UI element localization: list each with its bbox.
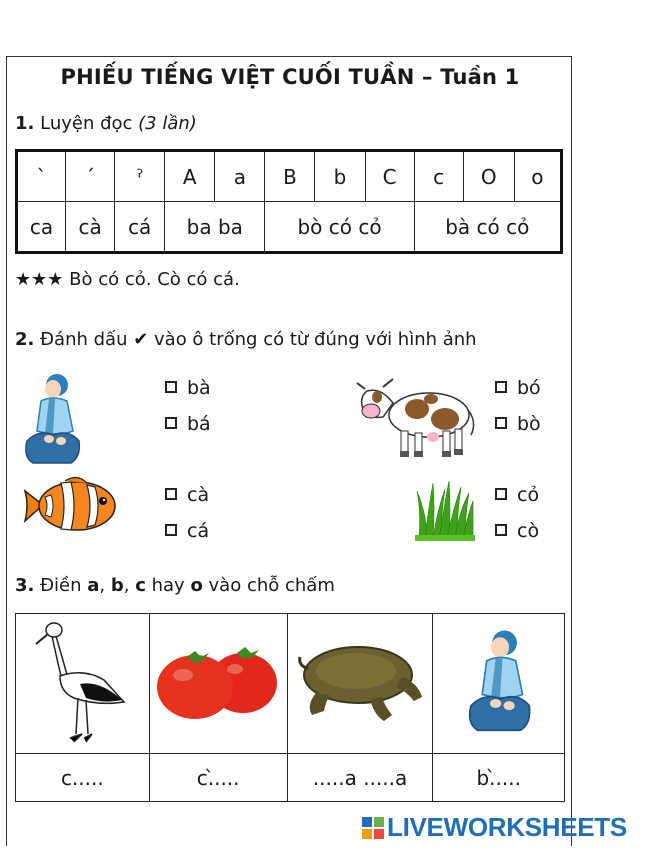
checkbox[interactable] xyxy=(495,524,507,536)
table-cell: o xyxy=(514,151,561,202)
table-cell: c xyxy=(414,151,463,202)
letter-a: a xyxy=(87,575,100,596)
table-cell: bò có cỏ xyxy=(265,202,414,253)
checkbox[interactable] xyxy=(495,488,507,500)
sentence-text: Bò có cỏ. Cò có cá. xyxy=(69,269,240,290)
section-label: Luyện đọc xyxy=(40,113,133,134)
table-row xyxy=(17,151,562,202)
liveworksheets-logo xyxy=(362,812,627,840)
clownfish-picture xyxy=(21,475,121,537)
checkbox-option[interactable] xyxy=(165,413,211,435)
section-note: (3 lần) xyxy=(138,113,197,134)
table-cell: O xyxy=(463,151,514,202)
letter-o: o xyxy=(190,575,203,596)
table-row xyxy=(16,614,565,754)
table-cell: B xyxy=(265,151,315,202)
logo-cube-icon xyxy=(362,817,384,839)
stork-picture xyxy=(34,614,130,748)
cow-picture xyxy=(353,373,477,461)
option-label: bà xyxy=(187,377,211,399)
table-cell: cá xyxy=(115,202,165,253)
section-1-heading xyxy=(15,113,197,134)
checkbox-option[interactable] xyxy=(495,377,541,399)
fill-in-table xyxy=(15,613,565,802)
checkbox[interactable] xyxy=(165,524,177,536)
section-3-heading xyxy=(15,575,335,596)
table-cell: C xyxy=(365,151,414,202)
checkbox[interactable] xyxy=(495,417,507,429)
grandmother-picture xyxy=(19,371,85,467)
checkbox[interactable] xyxy=(165,381,177,393)
checkbox[interactable] xyxy=(165,417,177,429)
checkbox-option[interactable] xyxy=(495,484,539,506)
answer-blank[interactable]: b.̀.... xyxy=(433,754,565,802)
option-label: cá xyxy=(187,520,210,542)
star-icon: ★★★ xyxy=(15,269,64,290)
option-label: cà xyxy=(187,484,210,506)
reading-table xyxy=(15,149,563,254)
answer-blank[interactable]: c.̀.... xyxy=(149,754,287,802)
worksheet xyxy=(6,56,572,846)
grandmother-cell xyxy=(433,614,565,754)
section-label: Đánh dấu ✔ vào ô trống có từ đúng với hình ảnh xyxy=(40,329,477,350)
tomatoes-cell xyxy=(149,614,287,754)
table-cell: cà xyxy=(66,202,115,253)
table-cell: ba ba xyxy=(165,202,265,253)
section-2-heading xyxy=(15,329,477,350)
option-label: bò xyxy=(517,413,541,435)
option-label: bá xyxy=(187,413,211,435)
worksheet-title: PHIẾU TIẾNG VIỆT CUỐI TUẦN – Tuần 1 xyxy=(60,65,520,89)
checkbox[interactable] xyxy=(495,381,507,393)
option-label: cò xyxy=(517,520,540,542)
label-part: Điền xyxy=(40,575,88,596)
section-number: 2. xyxy=(15,329,35,350)
answer-blank[interactable]: .....a .....a xyxy=(287,754,433,802)
reading-sentence xyxy=(15,269,240,290)
option-label: bó xyxy=(517,377,541,399)
logo-text: LIVEWORKSHEETS xyxy=(387,812,627,842)
grandmother-picture xyxy=(462,626,536,736)
stork-cell xyxy=(16,614,150,754)
grass-picture xyxy=(415,481,475,541)
label-part: , xyxy=(99,575,111,596)
table-row xyxy=(17,202,562,253)
table-cell: ` xyxy=(17,151,66,202)
label-part: vào chỗ chấm xyxy=(202,575,335,596)
turtle-cell xyxy=(287,614,433,754)
checkbox-option[interactable] xyxy=(495,413,541,435)
table-cell: bà có cỏ xyxy=(414,202,561,253)
table-cell: A xyxy=(165,151,215,202)
table-cell: b xyxy=(315,151,365,202)
checkbox-option[interactable] xyxy=(495,520,539,542)
turtle-picture xyxy=(296,635,424,727)
table-cell: ca xyxy=(17,202,66,253)
label-part: hay xyxy=(145,575,191,596)
checkbox-option[interactable] xyxy=(165,520,209,542)
option-label: cỏ xyxy=(517,484,540,506)
section-number: 3. xyxy=(15,575,35,596)
table-row xyxy=(16,754,565,802)
section-number: 1. xyxy=(15,113,35,134)
table-cell: ´ xyxy=(66,151,115,202)
table-cell: a xyxy=(215,151,265,202)
checkbox-option[interactable] xyxy=(165,484,209,506)
checkbox[interactable] xyxy=(165,488,177,500)
checkbox-option[interactable] xyxy=(165,377,211,399)
letter-c: c xyxy=(135,575,146,596)
letter-b: b xyxy=(110,575,124,596)
answer-blank[interactable]: c..... xyxy=(16,754,150,802)
table-cell: ˀ xyxy=(115,151,165,202)
tomatoes-picture xyxy=(155,641,281,721)
label-part: , xyxy=(123,575,136,596)
